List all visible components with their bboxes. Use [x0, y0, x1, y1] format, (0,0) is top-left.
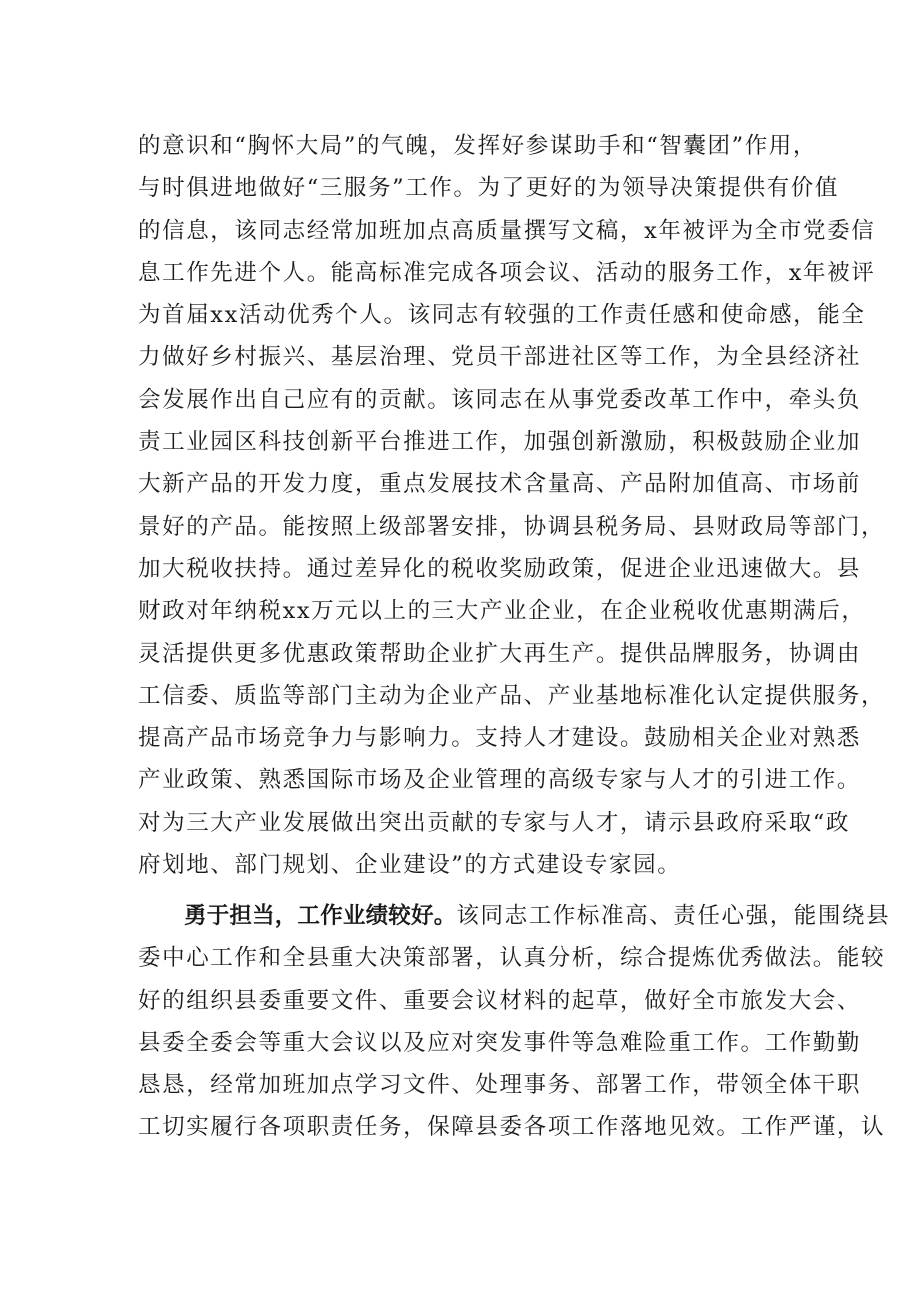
paragraph-1 [138, 125, 886, 886]
paragraph-2 [138, 895, 891, 1149]
paragraph-1-line: 工信委、质监等部门主动为企业产品、产业基地标准化认定提供服务， [138, 682, 886, 709]
paragraph-1-line: 对为三大产业发展做出突出贡献的专家与人才，请示县政府采取“政 [138, 809, 851, 836]
paragraph-1-line: 责工业园区科技创新平台推进工作，加强创新激励，积极鼓励企业加 [138, 429, 862, 456]
paragraph-1-line: 灵活提供更多优惠政策帮助企业扩大再生产。提供品牌服务，协调由 [138, 640, 862, 667]
paragraph-1-line: 府划地、部门规划、企业建设”的方式建设专家园。 [138, 852, 682, 879]
paragraph-2-first-line-text: 该同志工作标准高、责任心强，能围绕县 [456, 903, 891, 929]
paragraph-1-line: 与时俱进地做好“三服务”工作。为了更好的为领导决策提供有价值 [138, 175, 840, 202]
paragraph-1-line: 力做好乡村振兴、基层治理、党员干部进社区等工作，为全县经济社 [138, 344, 862, 371]
paragraph-2-line: 县委全委会等重大会议以及应对突发事件等急难险重工作。工作勤勤 [138, 1029, 862, 1056]
paragraph-2-line: 恳恳，经常加班加点学习文件、处理事务、部署工作，带领全体干职 [138, 1072, 862, 1099]
paragraph-1-line: 为首届xx活动优秀个人。该同志有较强的工作责任感和使命感，能全 [138, 302, 866, 329]
paragraph-1-line: 会发展作出自己应有的贡献。该同志在从事党委改革工作中，牵头负 [138, 386, 862, 413]
paragraph-2-first-line [138, 895, 891, 937]
paragraph-1-line: 大新产品的开发力度，重点发展技术含量高、产品附加值高、市场前 [138, 471, 862, 498]
paragraph-1-line: 息工作先进个人。能高标准完成各项会议、活动的服务工作，x年被评 [138, 259, 876, 286]
paragraph-1-line: 产业政策、熟悉国际市场及企业管理的高级专家与人才的引进工作。 [138, 767, 862, 794]
paragraph-2-line: 委中心工作和全县重大决策部署，认真分析，综合提炼优秀做法。能较 [138, 945, 886, 972]
paragraph-1-line: 的信息，该同志经常加班加点高质量撰写文稿，x年被评为全市党委信 [138, 217, 876, 244]
paragraph-1-line: 提高产品市场竞争力与影响力。支持人才建设。鼓励相关企业对熟悉 [138, 725, 862, 752]
paragraph-2-heading: 勇于担当，工作业绩较好。 [184, 903, 457, 929]
paragraph-1-line: 的意识和“胸怀大局”的气魄，发挥好参谋助手和“智囊团”作用， [138, 133, 818, 159]
paragraph-2-line: 好的组织县委重要文件、重要会议材料的起草，做好全市旅发大会、 [138, 987, 862, 1014]
paragraph-1-line: 景好的产品。能按照上级部署安排，协调县税务局、县财政局等部门， [138, 513, 886, 540]
paragraph-1-line: 加大税收扶持。通过差异化的税收奖励政策，促进企业迅速做大。县 [138, 555, 862, 582]
paragraph-1-line: 财政对年纳税xx万元以上的三大产业企业，在企业税收优惠期满后， [138, 598, 866, 625]
paragraph-2-line: 工切实履行各项职责任务，保障县委各项工作落地见效。工作严谨，认 [138, 1114, 886, 1141]
